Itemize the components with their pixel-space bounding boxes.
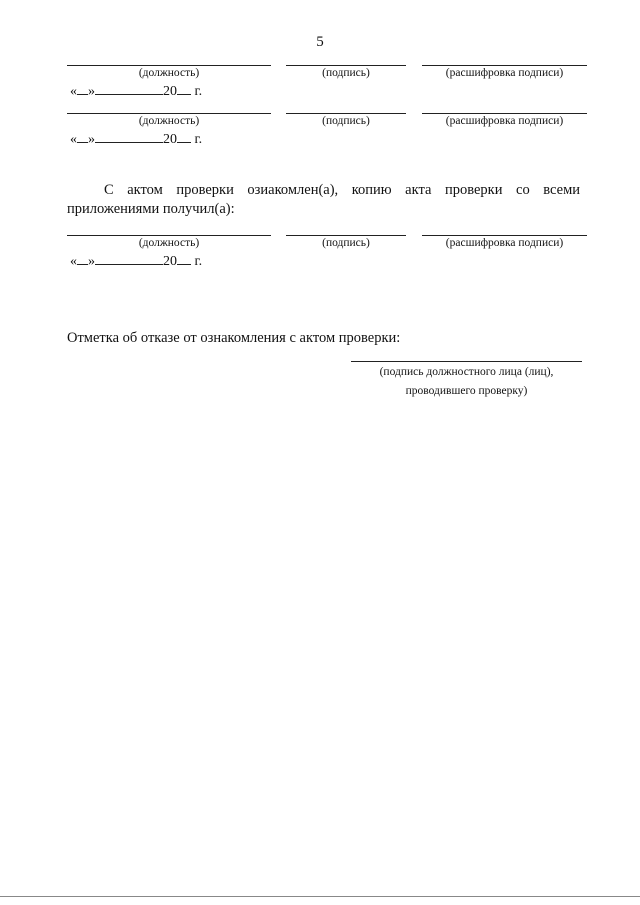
position-caption: (должность) [138, 67, 200, 79]
quote-open: « [70, 84, 77, 99]
year-prefix: 20 [163, 254, 177, 269]
decoding-caption: (расшифровка подписи) [445, 115, 564, 127]
refusal-caption-line-1: (подпись должностного лица (лиц), [379, 366, 554, 378]
position-line [67, 235, 271, 236]
year-blank [177, 83, 191, 95]
quote-open: « [70, 254, 77, 269]
page-number: 5 [316, 34, 324, 50]
month-blank [95, 253, 163, 265]
position-line [67, 113, 271, 114]
date-line [70, 83, 202, 100]
position-line [67, 65, 271, 66]
signature-caption: (подпись) [322, 115, 370, 127]
month-blank [95, 131, 163, 143]
decoding-caption: (расшифровка подписи) [445, 237, 564, 249]
decoding-caption: (расшифровка подписи) [445, 67, 564, 79]
signature-caption: (подпись) [322, 237, 370, 249]
footer-rule [0, 896, 640, 897]
date-line [70, 131, 202, 148]
refusal-caption [351, 363, 582, 401]
signature-block-1 [0, 65, 640, 105]
signature-line [286, 65, 406, 66]
year-blank [177, 131, 191, 143]
year-prefix: 20 [163, 132, 177, 147]
refusal-caption-line-2: проводившего проверку) [405, 385, 528, 397]
decoding-line [422, 113, 587, 114]
quote-close: » [88, 254, 95, 269]
signature-caption: (подпись) [322, 67, 370, 79]
quote-open: « [70, 132, 77, 147]
decoding-line [422, 235, 587, 236]
decoding-line [422, 65, 587, 66]
refusal-label: Отметка об отказе от ознакомления с актом проверки: [67, 330, 401, 346]
month-blank [95, 83, 163, 95]
refusal-signature-line [351, 361, 582, 362]
year-blank [177, 253, 191, 265]
acknowledgement-text: С актом проверки озиакомлен(а), копию акта проверки со всеми приложениями получил(а): [67, 182, 580, 217]
year-prefix: 20 [163, 84, 177, 99]
year-suffix: г. [194, 254, 203, 269]
signature-block-2 [0, 113, 640, 153]
quote-close: » [88, 132, 95, 147]
signature-block-3 [0, 235, 640, 275]
day-blank [77, 131, 88, 143]
date-line [70, 253, 202, 270]
signature-line [286, 235, 406, 236]
year-suffix: г. [194, 84, 203, 99]
signature-line [286, 113, 406, 114]
position-caption: (должность) [138, 237, 200, 249]
quote-close: » [88, 84, 95, 99]
year-suffix: г. [194, 132, 203, 147]
day-blank [77, 83, 88, 95]
position-caption: (должность) [138, 115, 200, 127]
day-blank [77, 253, 88, 265]
